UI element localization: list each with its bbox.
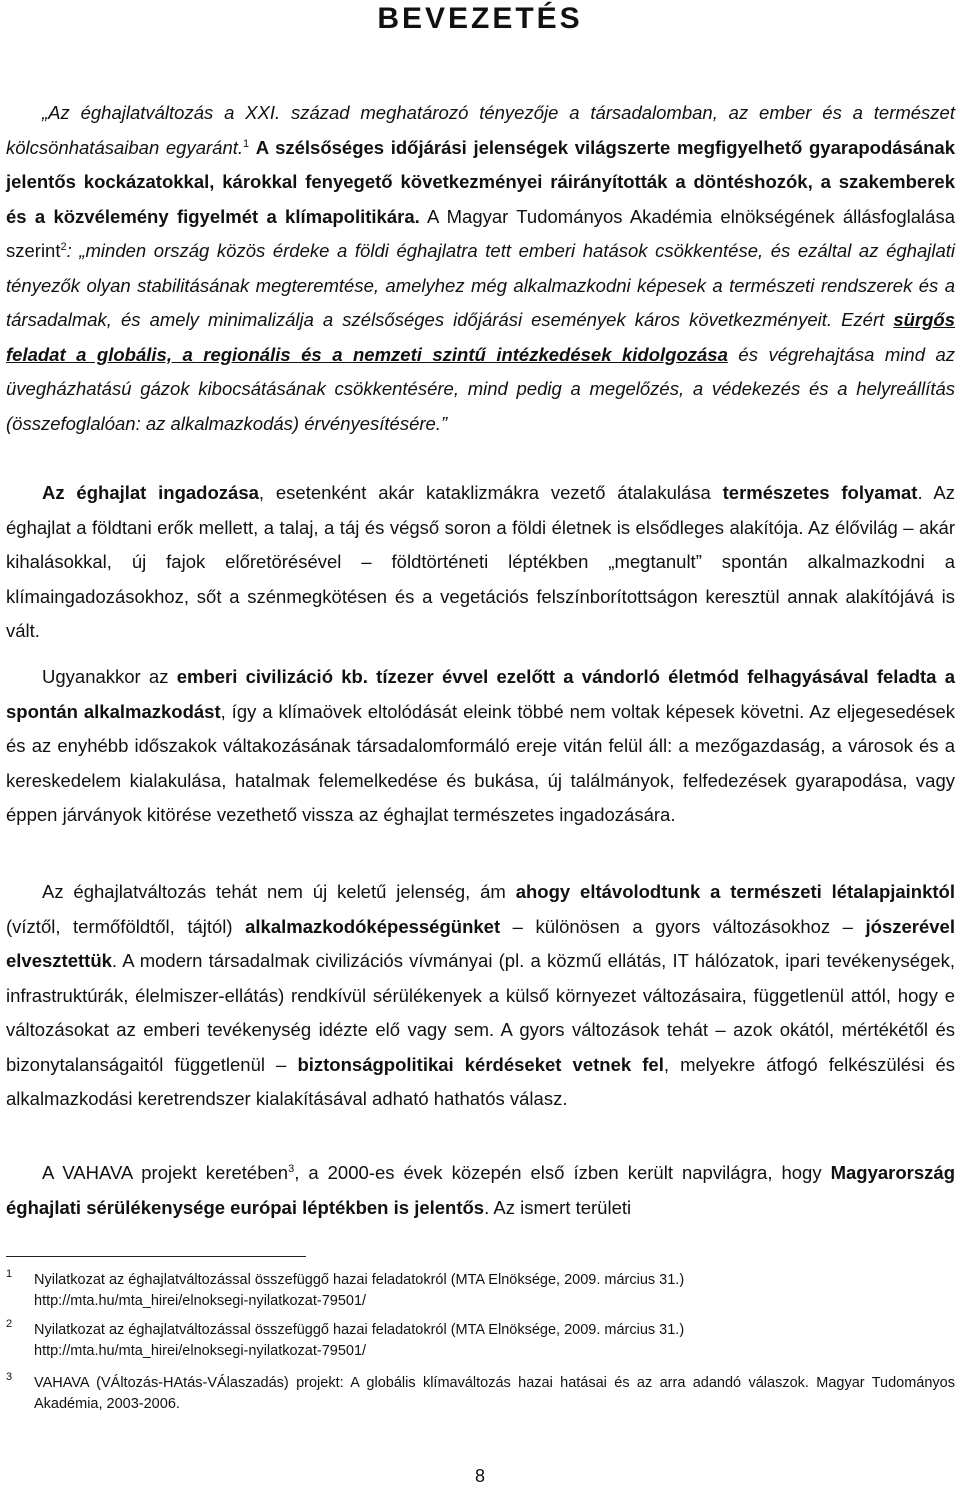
footnote-1 xyxy=(6,1270,955,1312)
text-run: . Az éghajlat a földtani erők mellett, a talaj, a táj és végső soron a földi életnek is elsődleges alakítója. Az élővilág – akár kihalásokkal, új fajok előretörésével – földtörténeti léptékben „megtanult” spontán alkalmazkodni a klímaingadozásokhoz, sőt a szénmegkötésen és a vegetációs felszínborítottságon keresztül annak alakítójává is vált. xyxy=(6,482,956,641)
footnote-ref-3[interactable]: 3 xyxy=(288,1162,295,1175)
text-run: – különösen a gyors változásokhoz – xyxy=(500,915,866,937)
footnote-number: 2 xyxy=(6,1318,13,1330)
paragraph-climate-fluctuation xyxy=(6,476,955,649)
footnote-separator xyxy=(6,1256,306,1257)
text-run: Az éghajlatváltozás tehát nem új keletű jelenség, ám xyxy=(42,881,516,902)
paragraph-civilization xyxy=(6,660,955,833)
quote-sentence-6: és végrehajtása mind az üvegházhatású gázok kibocsátásának csökkentésére, mind pedig a megelőzés, a védekezés és a helyreállítás (összefoglalóan: az alkalmazkodás) érvényesítésére.” xyxy=(6,343,956,434)
footnote-url[interactable]: http://mta.hu/mta_hirei/elnoksegi-nyilatkozat-79501/ xyxy=(34,1343,367,1359)
bold-phrase: természetes folyamat xyxy=(722,482,918,503)
page-number: 8 xyxy=(474,1466,485,1486)
text-run: (víztől, termőföldtől, tájtól) xyxy=(6,915,246,937)
bold-phrase: emberi civilizáció kb. tízezer évvel ezelőtt a vándorló életmód felhagyásával feladta a spontán alkalmazkodást xyxy=(6,666,955,722)
footnote-text: VAHAVA (VÁltozás-HAtás-VÁlaszadás) projekt: A globális klímaváltozás hazai hatásai és az arra adandó válaszok. Magyar Tudományos Akadémia, 2003-2006. xyxy=(34,1375,955,1412)
quote-sentence-1: „Az éghajlatváltozás a XXI. század meghatározó tényezője a társadalomban, az ember és a természet kölcsönhatásaiban egyaránt. xyxy=(6,102,955,158)
text-run: Ugyanakkor az xyxy=(42,666,177,687)
paragraph-vahava xyxy=(6,1156,955,1225)
bold-phrase: ahogy eltávolodtunk a természeti létalapjainktól xyxy=(515,881,955,902)
text-run: , melyekre átfogó felkészülési és alkalmazkodási keretrendszer kialakításával adható hathatós válasz. xyxy=(6,1053,955,1109)
text-run: , esetenként akár kataklizmákra vezető átalakulása xyxy=(258,482,723,503)
bold-phrase: biztonságpolitikai kérdéseket vetnek fel xyxy=(297,1053,664,1075)
quote-emphasis: sürgős feladat a globális, a regionális és a nemzeti szintű intézkedések kidolgozása xyxy=(6,309,956,365)
footnote-url[interactable]: http://mta.hu/mta_hirei/elnoksegi-nyilatkozat-79501/ xyxy=(34,1293,367,1309)
bold-phrase: alkalmazkodóképességünket xyxy=(245,915,501,937)
footnote-2 xyxy=(6,1320,955,1362)
quote-sentence-2: A szélsőséges időjárási jelenségek világszerte megfigyelhető gyarapodásának jelentős kockázatokkal, károkkal fenyegető következményei ráirányították a döntéshozók, a szakemberek és a közvélemény figyelmét a klímapolitikára. xyxy=(6,136,956,227)
bold-phrase: Magyarország éghajlati sérülékenysége európai léptékben is jelentős xyxy=(6,1162,955,1218)
quote-sentence-3: A Magyar Tudományos Akadémia elnökségének állásfoglalása szerint xyxy=(6,205,955,261)
text-run: , a 2000-es évek közepén első ízben került napvilágra, hogy xyxy=(294,1162,831,1183)
footnote-number: 3 xyxy=(6,1371,13,1383)
bold-phrase: jószerével elvesztettük xyxy=(6,915,955,971)
text-run: . A modern társadalmak civilizációs vívmányai (pl. a közmű ellátás, IT hálózatok, ipari tevékenységek, infrastruktúrák, élelmiszer-ellátás) rendkívül sérülékenyek a külső környezet változásaira, függetlenül attól, hogy e változásokat az emberi tevékenység idézte elő vagy sem. A gyors változások tehát – azok okától, mértékétől és bizonytalanságaitól függetlenül – xyxy=(6,950,955,1075)
page-title: BEVEZETÉS xyxy=(377,2,583,35)
footnote-text: Nyilatkozat az éghajlatváltozással összefüggő hazai feladatokról (MTA Elnöksége, 2009. március 31.) xyxy=(34,1322,685,1338)
text-run: . Az ismert területi xyxy=(484,1196,632,1218)
footnote-ref-1[interactable]: 1 xyxy=(243,137,250,150)
paragraph-adaptability xyxy=(6,875,955,1117)
paragraph-intro-quote xyxy=(6,96,955,441)
footnote-number: 1 xyxy=(6,1268,13,1280)
quote-sentence-4: : „minden ország közös érdeke a földi éghajlatra tett emberi hatások csökkentése, és ezáltal az éghajlati tényezők olyan stabilitásának megteremtése, amelyhez még alkalmazkodni képesek a természeti rendszerek és a társadalmak, és amely minimalizálja a szélsőséges időjárási események káros következményeit. Ezért xyxy=(6,240,955,330)
footnote-3 xyxy=(6,1373,955,1415)
bold-phrase: Az éghajlat ingadozása xyxy=(42,482,259,503)
footnote-ref-2[interactable]: 2 xyxy=(60,240,67,253)
footnote-text: Nyilatkozat az éghajlatváltozással összefüggő hazai feladatokról (MTA Elnöksége, 2009. március 31.) xyxy=(34,1272,685,1288)
text-run: A VAHAVA projekt keretében xyxy=(42,1162,289,1183)
text-run: , így a klímaövek eltolódását eleink többé nem voltak képesek követni. Az eljegesedések és az enyhébb időszakok váltakozásának társadalomformáló ereje vitán felül áll: a mezőgazdaság, a városok és a kereskedelem kialakulása, hatalmak felemelkedése és bukása, új találmányok, felfedezések gyarapodása, vagy éppen járványok kitörése vezethető vissza az éghajlat természetes ingadozására. xyxy=(6,700,955,825)
